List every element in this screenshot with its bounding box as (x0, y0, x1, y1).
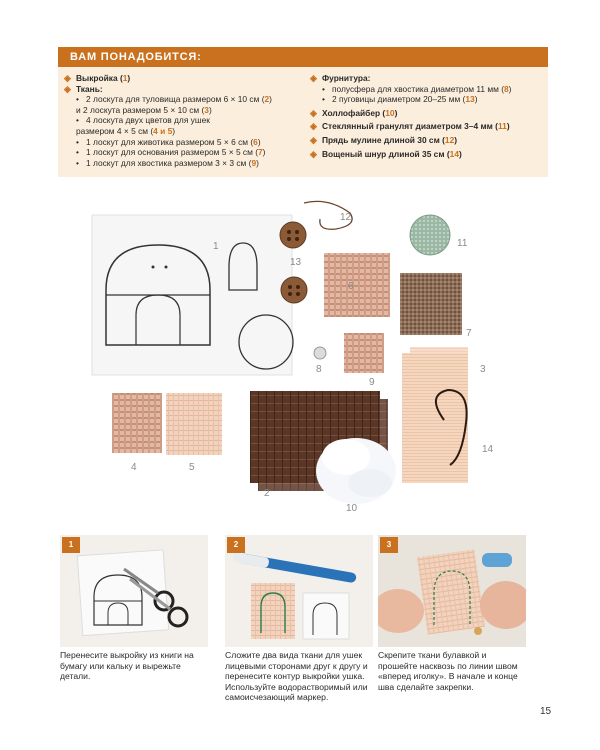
pattern-sheet (92, 215, 293, 375)
photo-label-5: 5 (189, 462, 195, 473)
step-3-photo (378, 535, 526, 647)
hardware-line: • полусфера для хвостика диаметром 11 мм (8) (322, 83, 512, 94)
photo-label-9: 9 (369, 377, 375, 388)
photo-label-14: 14 (482, 444, 494, 455)
materials-header: ВАМ ПОНАДОБИТСЯ: (58, 47, 548, 67)
material-item: ◈ Стеклянный гранулят диаметром 3–4 мм (11) (310, 121, 510, 132)
diamond-bullet-icon: ◈ (310, 134, 317, 145)
photo-label-2: 2 (264, 488, 270, 499)
diamond-bullet-icon: ◈ (310, 73, 317, 83)
materials-box (58, 67, 548, 177)
photo-label-8: 8 (316, 364, 322, 375)
photo-label-10: 10 (346, 503, 358, 514)
photo-label-7: 7 (466, 328, 472, 339)
diamond-bullet-icon: ◈ (64, 83, 71, 94)
step-1-text: Перенесите выкройку из книги на бумагу или кальку и вырежьте детали. (60, 650, 194, 682)
photo-label-1: 1 (213, 241, 219, 252)
photo-label-11: 11 (457, 238, 468, 249)
fabric-line: • 2 лоскута для туловища размером 6 × 10 см (2) (76, 94, 272, 105)
photo-label-12: 12 (340, 212, 352, 223)
diamond-bullet-icon: ◈ (64, 73, 71, 83)
material-item: ◈ Вощеный шнур длиной 35 см (14) (310, 148, 462, 159)
fabric-line: • 4 лоскута двух цветов для ушек (76, 115, 210, 126)
fabric-line: • 1 лоскут для хвостика размером 3 × 3 см (9) (76, 157, 259, 168)
step-2-badge: 2 (227, 537, 245, 553)
fabric-line: размером 4 × 5 см (4 и 5) (76, 125, 176, 136)
material-item: ◈ Холлофайбер (10) (310, 107, 398, 118)
fabric-line: и 2 лоскута размером 5 × 10 см (3) (76, 104, 212, 115)
materials-left-column (64, 73, 294, 168)
material-hardware: ◈ Фурнитура: (310, 73, 371, 83)
diamond-bullet-icon: ◈ (310, 107, 317, 118)
step-3-badge: 3 (380, 537, 398, 553)
material-pattern: ◈ Выкройка (1) (64, 73, 131, 83)
step-3-text: Скрепите ткани булавкой и прошейте насквозь по линии швом «вперед иголку». В начале и конце шва сделайте закрепки. (378, 650, 518, 692)
diamond-bullet-icon: ◈ (310, 121, 317, 132)
step-2-text: Сложите два вида ткани для ушек лицевыми сторонами друг к другу и перенесите контур выкройки ушка. Используйте водорастворимый или самоисчезающий маркер. (225, 650, 368, 703)
materials-photo (58, 195, 518, 520)
step-2-photo (225, 535, 373, 647)
fabric-line: • 1 лоскут для животика размером 5 × 6 см (6) (76, 136, 261, 147)
material-fabric: ◈ Ткань: (64, 83, 103, 94)
step-1-badge: 1 (62, 537, 80, 553)
step-1-photo (60, 535, 208, 647)
photo-label-3: 3 (480, 364, 486, 375)
materials-right-column (310, 73, 546, 159)
photo-label-4: 4 (131, 462, 137, 473)
material-item: ◈ Прядь мулине длиной 30 см (12) (310, 134, 458, 145)
diamond-bullet-icon: ◈ (310, 148, 317, 159)
photo-label-6: 6 (348, 281, 354, 292)
photo-label-13: 13 (290, 257, 302, 268)
fabric-line: • 1 лоскут для основания размером 5 × 5 см (7) (76, 147, 266, 158)
hardware-line: • 2 пуговицы диаметром 20–25 мм (13) (322, 94, 478, 105)
page-number: 15 (540, 706, 552, 717)
